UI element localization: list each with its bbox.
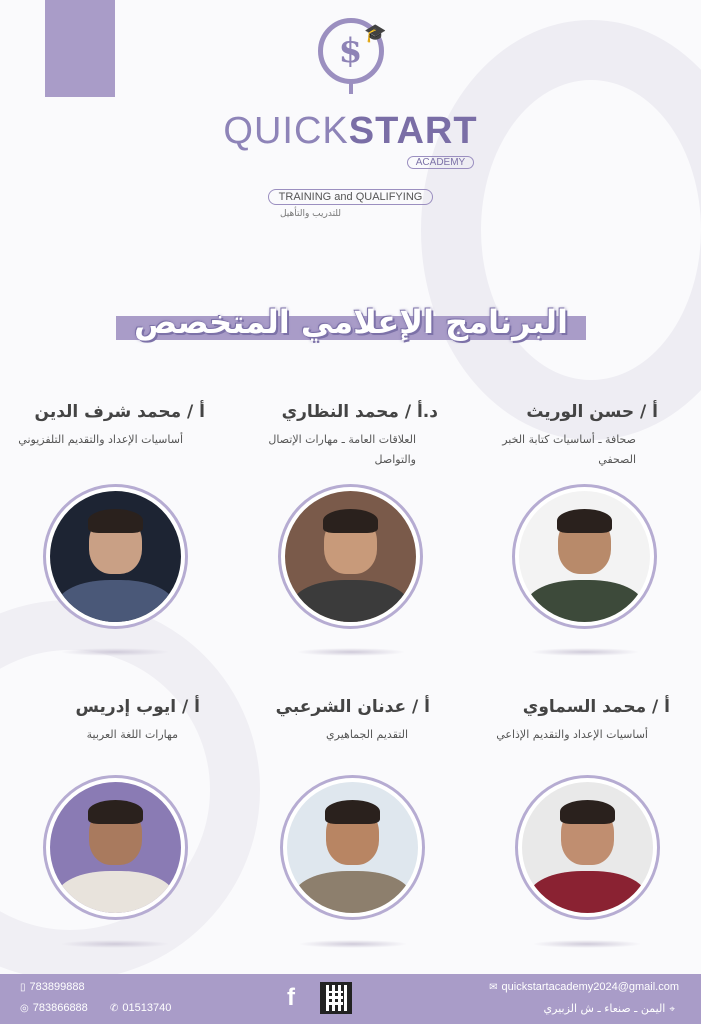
- tagline-english: TRAINING and QUALIFYING: [268, 189, 434, 205]
- instructor-name: د.أ / محمد النظاري: [281, 402, 438, 422]
- instructor-name: أ / محمد السماوي: [522, 697, 670, 717]
- phone-landline[interactable]: [106, 1002, 171, 1014]
- portrait-image: [50, 782, 181, 913]
- instructor-card: [430, 697, 670, 745]
- instructor-specialty: أساسيات الإعداد والتقديم التلفزيوني: [18, 433, 183, 446]
- photo-shadow: [532, 940, 642, 948]
- instructor-name: أ / ايوب إدريس: [75, 697, 200, 717]
- phone-mobile-1[interactable]: [16, 981, 85, 993]
- brand-name: [0, 112, 701, 150]
- instructor-name: أ / حسن الوريث: [526, 402, 658, 422]
- brand-start: START: [348, 110, 478, 152]
- brand-quick: QUICK: [223, 110, 349, 152]
- instructor-card: [420, 402, 658, 470]
- instructor-specialty: العلاقات العامة ـ مهارات الإتصال والتواصل: [268, 433, 416, 466]
- dollar-graduation-icon: $ 🎓: [318, 18, 384, 84]
- instructor-specialty: مهارات اللغة العربية: [86, 728, 178, 741]
- qr-code: [320, 982, 352, 1014]
- portrait-image: [287, 782, 418, 913]
- instructor-card: [0, 697, 200, 745]
- photo-shadow: [298, 940, 408, 948]
- address-contact: [544, 1002, 679, 1015]
- portrait-image: [522, 782, 653, 913]
- instructor-card: [0, 402, 205, 450]
- tagline-arabic: للتدريب والتأهيل: [279, 209, 342, 219]
- instructor-card: [190, 697, 430, 745]
- instructor-photo: [278, 484, 423, 629]
- portrait-image: [519, 491, 650, 622]
- instructor-card: [190, 402, 438, 470]
- email-address: quickstartacademy2024@gmail.com: [501, 981, 679, 993]
- contact-footer: [0, 974, 701, 1024]
- envelope-icon: ✉: [489, 982, 498, 993]
- whatsapp-icon: ◎: [20, 1003, 29, 1014]
- instructor-specialty: التقديم الجماهيري: [326, 728, 408, 741]
- telephone-icon: ✆: [110, 1003, 119, 1014]
- instructor-photo: [280, 775, 425, 920]
- portrait-image: [50, 491, 181, 622]
- instructor-name: أ / محمد شرف الدين: [34, 402, 205, 422]
- instructor-specialty: صحافة ـ أساسيات كتابة الخبر الصحفي: [502, 433, 636, 466]
- portrait-image: [285, 491, 416, 622]
- instructor-photo: [43, 484, 188, 629]
- phone-number-1: 783899888: [29, 981, 85, 993]
- location-pin-icon: ⌖: [669, 1004, 675, 1015]
- photo-shadow: [60, 940, 170, 948]
- photo-shadow: [60, 648, 170, 656]
- landline-number: 01513740: [122, 1002, 172, 1014]
- email-contact[interactable]: [485, 981, 679, 993]
- photo-shadow: [296, 648, 406, 656]
- instructor-name: أ / عدنان الشرعبي: [275, 697, 430, 717]
- photo-shadow: [530, 648, 640, 656]
- academy-logo: [0, 18, 701, 219]
- instructor-photo: [43, 775, 188, 920]
- brand-academy: ACADEMY: [407, 156, 474, 169]
- instructor-photo: [512, 484, 657, 629]
- program-title: البرنامج الإعلامي المتخصص: [133, 303, 569, 341]
- facebook-icon[interactable]: f: [287, 984, 295, 1011]
- address-text: اليمن ـ صنعاء ـ ش الزبيري: [543, 1002, 666, 1015]
- program-title-banner: [116, 302, 586, 344]
- phone-icon: ▯: [20, 982, 26, 993]
- phone-number-2: 783866888: [32, 1002, 88, 1014]
- phone-mobile-2[interactable]: [16, 1002, 88, 1014]
- instructor-specialty: أساسيات الإعداد والتقديم الإذاعي: [496, 728, 648, 741]
- instructor-photo: [515, 775, 660, 920]
